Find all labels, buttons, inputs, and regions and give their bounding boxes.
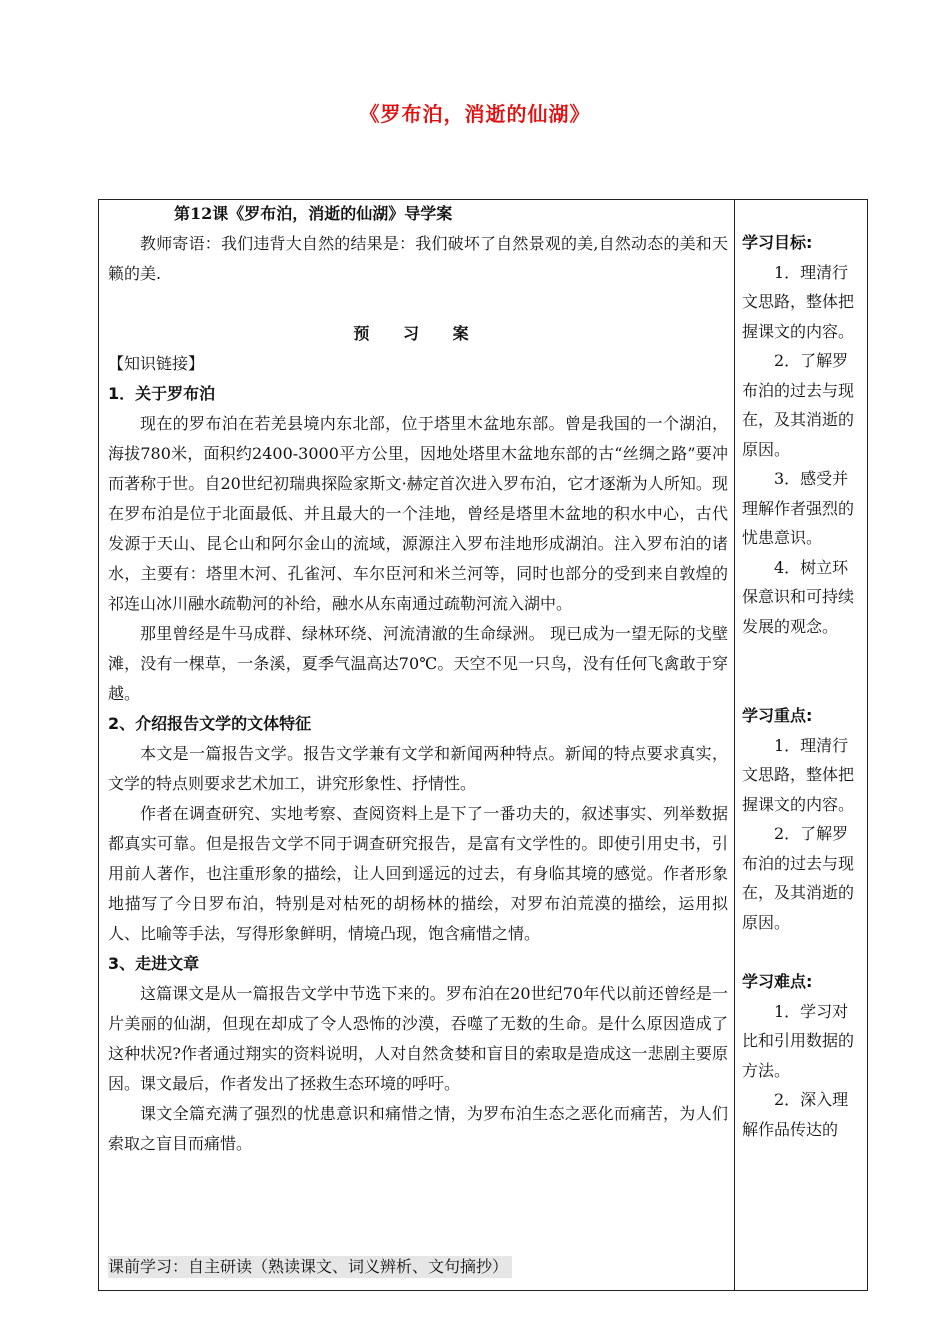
spacer <box>742 641 858 701</box>
section-1-heading: 1．关于罗布泊 <box>108 384 216 403</box>
main-column <box>108 199 728 1159</box>
page-title: 《罗布泊，消逝的仙湖》 <box>359 102 591 126</box>
focus-item: 2．了解罗布泊的过去与现在，及其消逝的原因。 <box>742 824 855 932</box>
section-2-paragraph-2: 作者在调查研究、实地考察、查阅资料上是下了一番功夫的，叙述事实、列举数据都真实可靠。但是报告文学不同于调查研究报告，是富有文学性的。即使引用史书，引用前人著作，也注重形象的描绘，让人回到遥远的过去，有身临其境的感觉。作者形象地描写了今日罗布泊，特别是对枯死的胡杨林的描绘，对罗布泊荒漠的描绘，运用拟人、比喻等手法，写得形象鲜明，情境凸现，饱含痛惜之情。 <box>108 804 728 943</box>
focus-heading: 学习重点: <box>742 706 813 725</box>
goals-heading: 学习目标: <box>742 233 813 252</box>
goal-item: 2．了解罗布泊的过去与现在，及其消逝的原因。 <box>742 351 855 459</box>
spacer <box>108 289 728 319</box>
pre-class-study: 课前学习：自主研读（熟读课文、词义辨析、文句摘抄） <box>108 1256 512 1278</box>
difficulty-item: 2．深入理解作品传达的 <box>742 1090 849 1139</box>
goal-item: 1．理清行文思路，整体把握课文的内容。 <box>742 262 855 341</box>
section-title: 预 习 案 <box>353 324 483 343</box>
section-1-paragraph-2: 那里曾经是牛马成群、绿林环绕、河流清澈的生命绿洲。 现已成为一望无际的戈壁滩，没有一棵草，一条溪，夏季气温高达70℃。天空不见一只鸟，没有任何飞禽敢于穿越。 <box>108 624 728 703</box>
column-divider <box>734 199 735 1291</box>
section-2-paragraph-1: 本文是一篇报告文学。报告文学兼有文学和新闻两种特点。新闻的特点要求真实，文学的特点则要求艺术加工，讲究形象性、抒情性。 <box>108 744 728 793</box>
section-3-paragraph-2: 课文全篇充满了强烈的忧患意识和痛惜之情，为罗布泊生态之恶化而痛苦，为人们索取之盲目而痛惜。 <box>108 1104 728 1153</box>
section-2-heading: 2、介绍报告文学的文体特征 <box>108 714 312 733</box>
difficulty-heading: 学习难点: <box>742 972 813 991</box>
teacher-note: 教师寄语：我们违背大自然的结果是：我们破坏了自然景观的美,自然动态的美和天籁的美. <box>108 234 728 283</box>
spacer <box>742 937 858 967</box>
section-3-heading: 3、走进文章 <box>108 954 200 973</box>
knowledge-link-label: 【知识链接】 <box>108 354 205 373</box>
goal-item: 3．感受并理解作者强烈的忧患意识。 <box>742 469 855 547</box>
section-3-paragraph-1: 这篇课文是从一篇报告文学中节选下来的。罗布泊在20世纪70年代以前还曾经是一片美丽的仙湖，但现在却成了令人恐怖的沙漠，吞噬了无数的生命。是什么原因造成了这种状况?作者通过翔实的资料说明，人对自然贪婪和盲目的索取是造成这一悲剧主要原因。课文最后，作者发出了拯救生态环境的呼吁。 <box>108 984 728 1093</box>
lesson-title: 第12课《罗布泊，消逝的仙湖》导学案 <box>174 204 453 223</box>
focus-item: 1．理清行文思路，整体把握课文的内容。 <box>742 735 855 814</box>
section-1-paragraph-1: 现在的罗布泊在若羌县境内东北部，位于塔里木盆地东部。曾是我国的一个湖泊，海拔780米，面积约2400-3000平方公里，因地处塔里木盆地东部的古“丝绸之路”要冲而著称于世。自20世纪初瑞典探险家斯文·赫定首次进入罗布泊，它才逐渐为人所知。现在罗布泊是位于北面最低、并且最大的一个洼地，曾经是塔里木盆地的积水中心，古代发源于天山、昆仑山和阿尔金山的流域，源源注入罗布洼地形成湖泊。注入罗布泊的诸水，主要有：塔里木河、孔雀河、车尔臣河和米兰河等，同时也部分的受到来自敦煌的祁连山冰川融水疏勒河的补给，融水从东南通过疏勒河流入湖中。 <box>108 414 728 613</box>
goal-item: 4．树立环保意识和可持续发展的观念。 <box>742 557 855 636</box>
sidebar-column <box>742 228 858 1144</box>
difficulty-item: 1．学习对比和引用数据的方法。 <box>742 1001 855 1080</box>
